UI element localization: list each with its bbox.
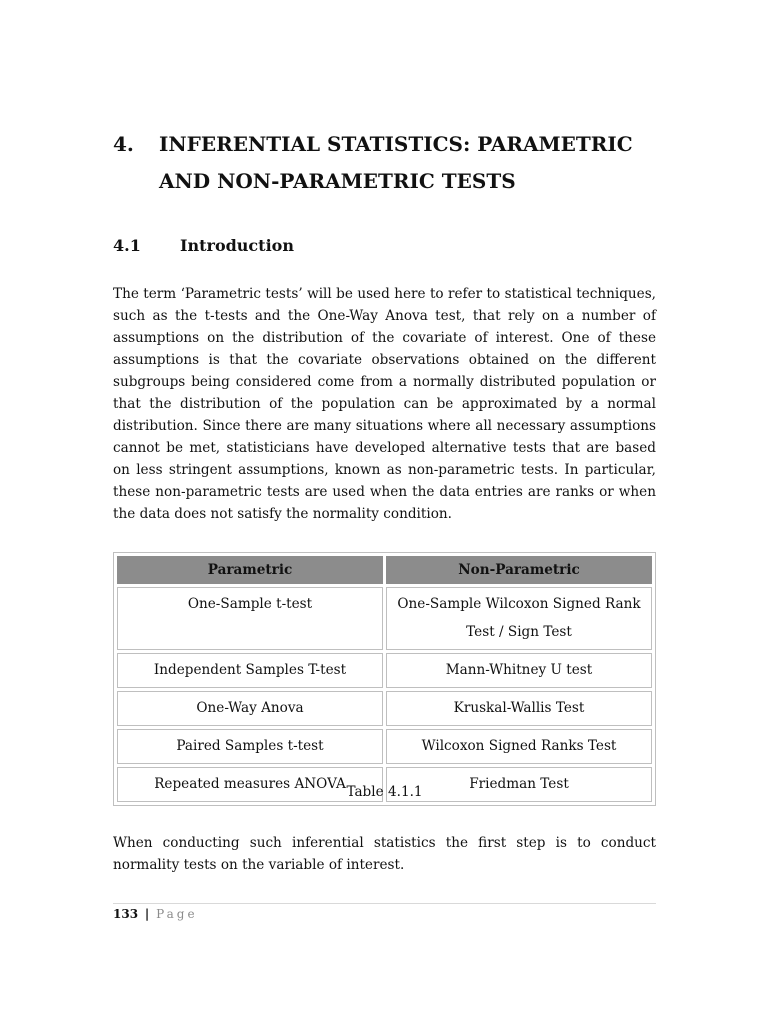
header-parametric: Parametric [117, 556, 383, 584]
cell-non-parametric: Mann-Whitney U test [386, 653, 652, 688]
tests-table [113, 552, 656, 806]
cell-non-parametric: One-Sample Wilcoxon Signed Rank Test / Sign Test [386, 587, 652, 650]
page-number: 133 [113, 907, 139, 921]
cell-parametric: Paired Samples t-test [117, 729, 383, 764]
table-row [117, 653, 652, 688]
tests-table-grid [114, 553, 655, 805]
header-non-parametric: Non-Parametric [386, 556, 652, 584]
footer-separator: | [144, 907, 150, 921]
cell-parametric: Independent Samples T-test [117, 653, 383, 688]
cell-parametric: Repeated measures ANOVA [117, 767, 383, 802]
table-row [117, 587, 652, 650]
intro-paragraph: The term ‘Parametric tests’ will be used here to refer to statistical techniques, such as the t-tests and the One-Way Anova test, that rely on a number of assumptions on the distribution of the covariate of interest. One of these assumptions is that the covariate observations obtained on the different subgroups being considered come from a normally distributed population or that the distribution of the population can be approximated by a normal distribution. Since there are many situations where all necessary assumptions cannot be met, statisticians have developed alternative tests that are based on less stringent assumptions, known as non-parametric tests. In particular, these non-parametric tests are used when the data entries are ranks or when the data does not satisfy the normality condition. [113, 286, 656, 522]
table-row [117, 729, 652, 764]
table-row [117, 691, 652, 726]
footer-divider [113, 903, 656, 904]
cell-parametric: One-Way Anova [117, 691, 383, 726]
cell-non-parametric: Wilcoxon Signed Ranks Test [386, 729, 652, 764]
table-caption: Table 4.1.1 [346, 784, 423, 800]
cell-non-parametric: Kruskal-Wallis Test [386, 691, 652, 726]
section-number: 4.1 [113, 236, 141, 255]
cell-non-parametric: Friedman Test [386, 767, 652, 802]
page-label: Page [156, 907, 198, 921]
chapter-title: INFERENTIAL STATISTICS: PARAMETRIC AND NON-PARAMETRIC TESTS [159, 132, 633, 193]
table-header-row [117, 556, 652, 584]
section-title: Introduction [180, 236, 294, 255]
chapter-number: 4. [113, 132, 134, 156]
closing-paragraph: When conducting such inferential statistics the first step is to conduct normality tests on the variable of interest. [113, 835, 656, 873]
cell-parametric: One-Sample t-test [117, 587, 383, 650]
page-footer [113, 905, 198, 923]
